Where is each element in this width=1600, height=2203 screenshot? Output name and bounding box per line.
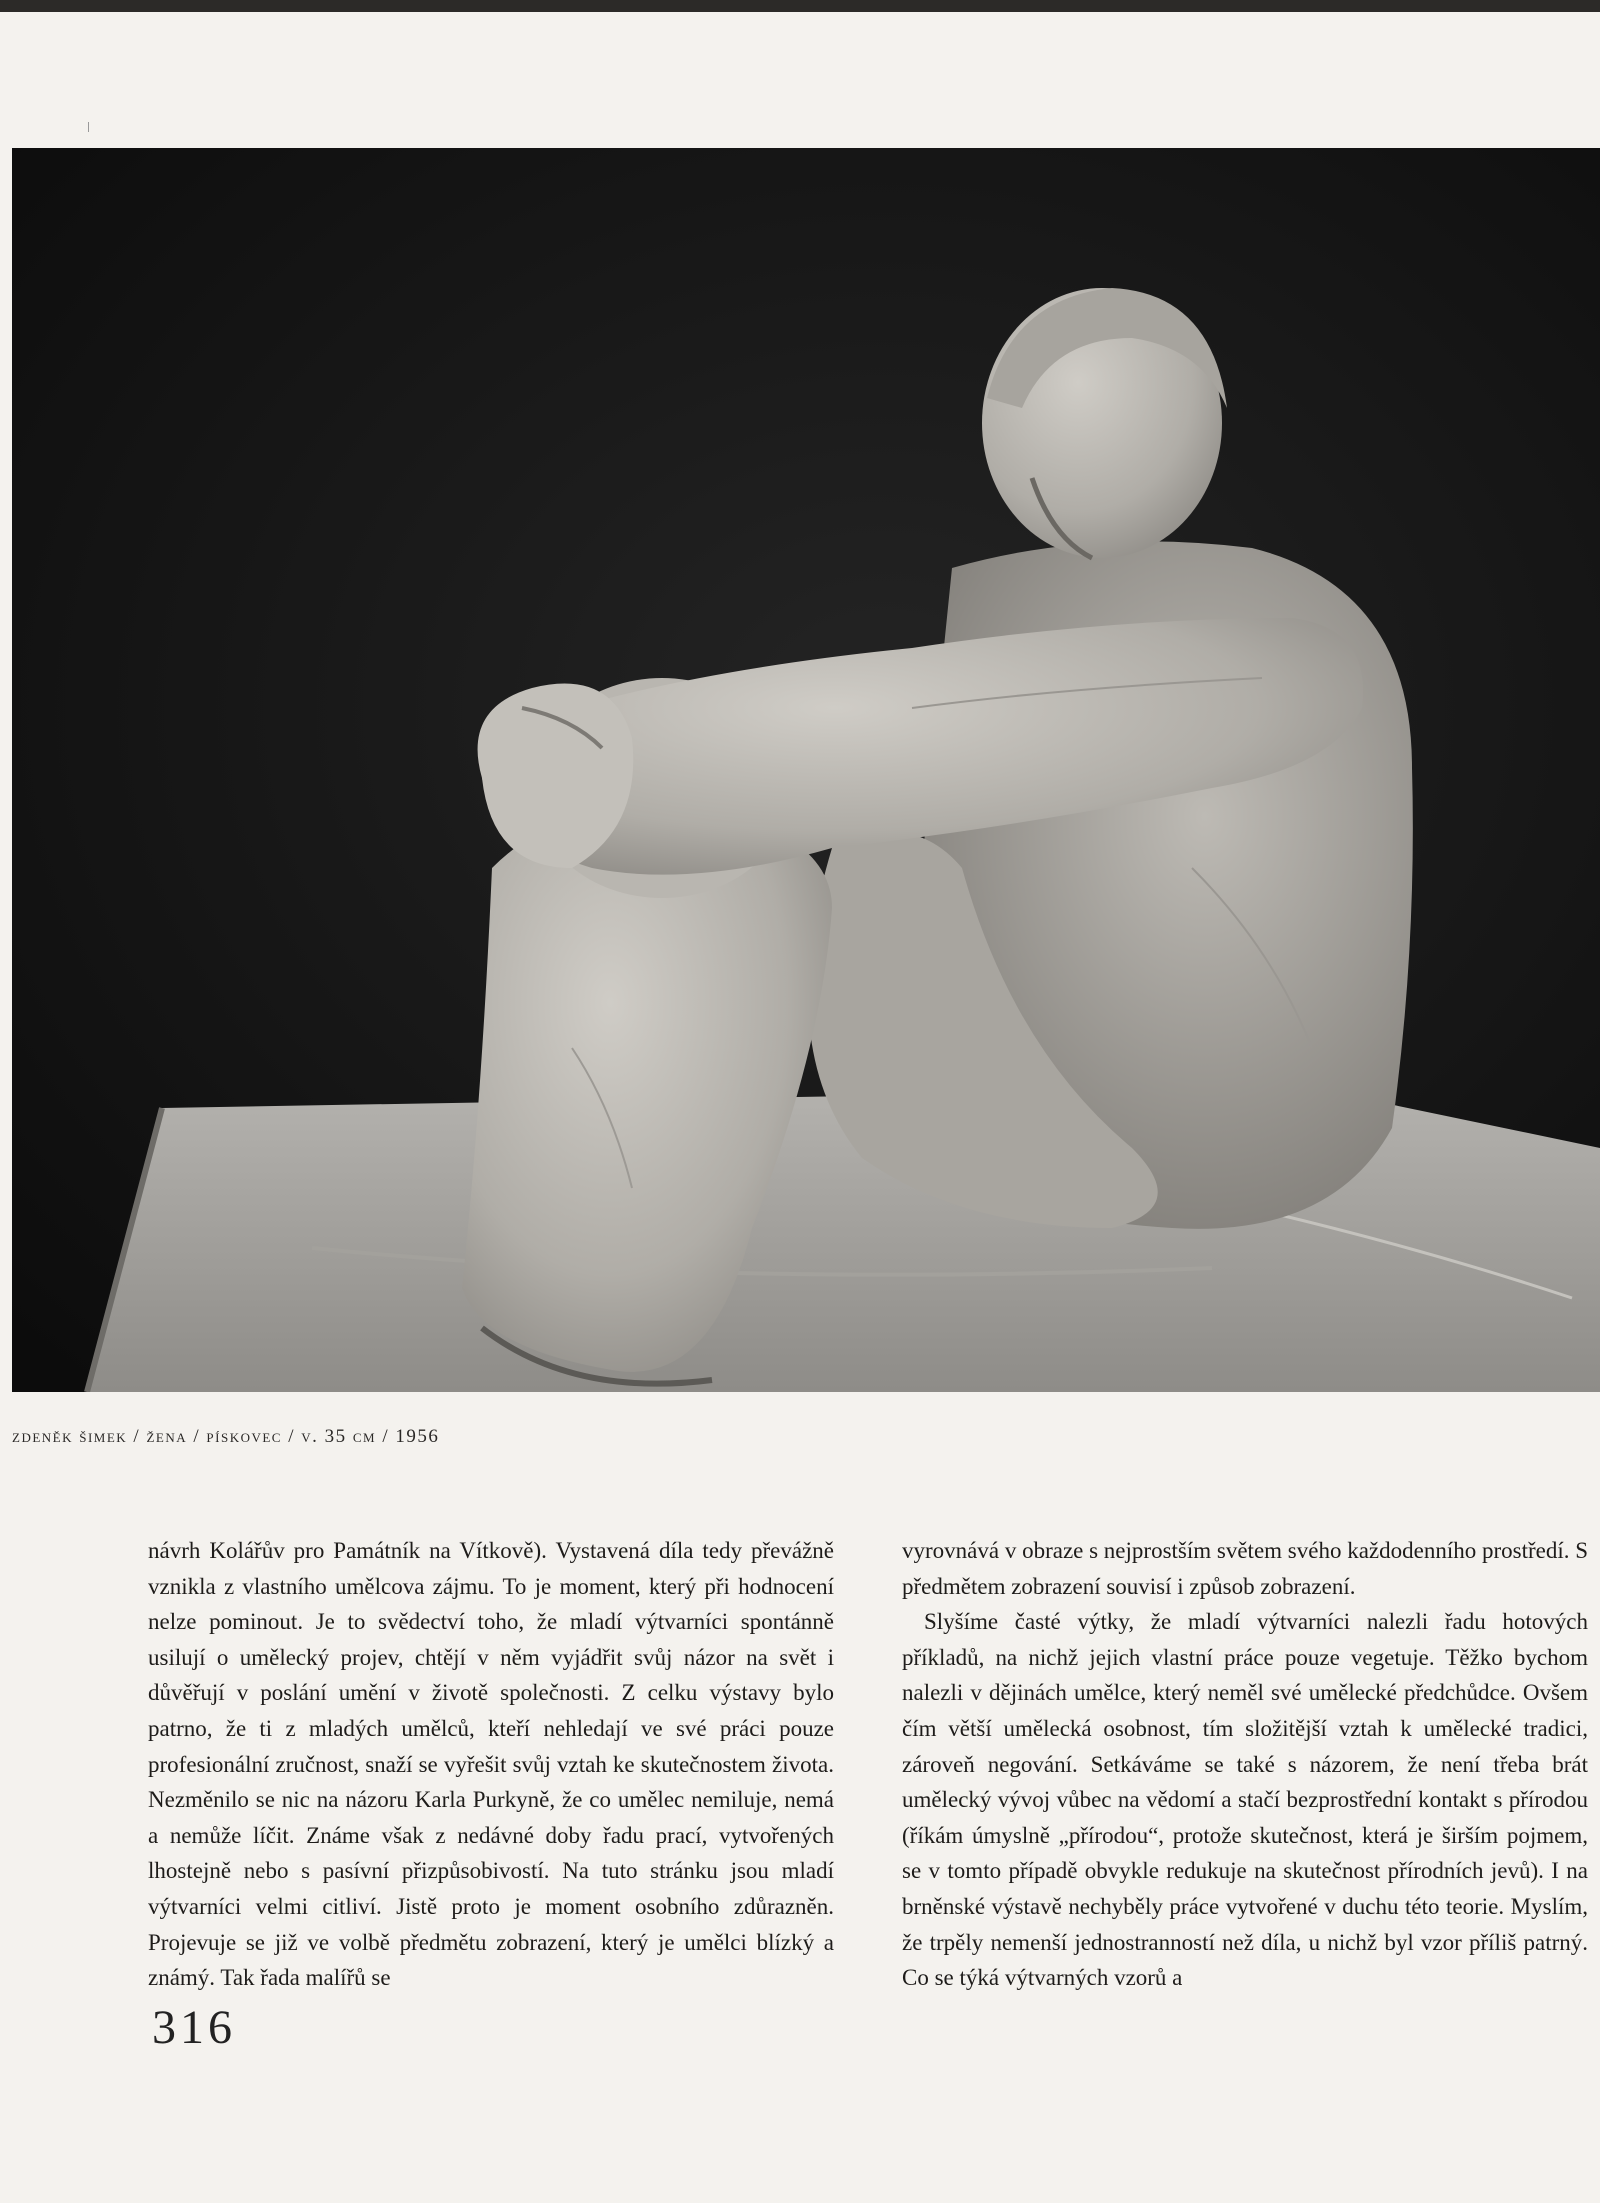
text-column-left bbox=[148, 1533, 834, 1996]
text-column-right bbox=[902, 1533, 1588, 1996]
registration-mark bbox=[88, 122, 89, 132]
top-edge-strip bbox=[0, 0, 1600, 12]
sculpture-photo bbox=[12, 148, 1600, 1392]
paragraph: návrh Kolářův pro Památník na Vítkově). Vystavená díla tedy převážně vznikla z vlastního umělcova zájmu. To je moment, který při hodnocení nelze pominout. Je to svědectví toho, že mladí výtvarníci spontánně usilují o umělecký projev, chtějí v něm vyjádřit svůj názor na svět i důvěřují v poslání umění v životě společnosti. Z celku výstavy bylo patrno, že ti z mladých umělců, kteří nehledají ve své práci pouze profesionální zručnost, snaží se vyřešit svůj vztah ke skutečnostem života. Nezměnilo se nic na názoru Karla Purkyně, že co umělec nemiluje, nemá a nemůže líčit. Známe však z nedávné doby řadu prací, vytvořených lhostejně nebo s pasívní přizpůsobivostí. Na tuto stránku jsou mladí výtvarníci velmi citliví. Jistě proto je moment osobního zdůrazněn. Projevuje se již ve volbě předmětu zobrazení, který je umělci blízký a známý. Tak řada malířů se bbox=[148, 1538, 834, 1991]
sculpture-photo-image bbox=[12, 148, 1600, 1392]
paragraph: Slyšíme časté výtky, že mladí výtvarníci nalezli řadu hotových příkladů, na nichž jejich vlastní práce pouze vegetuje. Těžko bychom nalezli v dějinách umělce, který neměl své umělecké předchůdce. Ovšem čím větší umělecká osobnost, tím složitější vztah k umělecké tradici, zároveň negování. Setkáváme se také s názorem, že není třeba brát umělecký vývoj vůbec na vědomí a stačí bezprostřední kontakt s přírodou (říkám úmyslně „přírodou“, protože skutečnost, která je širším pojmem, se v tomto případě obvykle redukuje na skutečnost přírodních jevů). I na brněnské výstavě nechyběly práce vytvořené v duchu této teorie. Myslím, že trpěly nemenší jednostranností než díla, u nichž byl vzor příliš patrný. Co se týká výtvarných vzorů a bbox=[902, 1609, 1588, 1991]
page-number: 316 bbox=[152, 2001, 236, 2054]
paragraph: vyrovnává v obraze s nejprostším světem svého každodenního prostředí. S předmětem zobrazení souvisí i způsob zobrazení. bbox=[902, 1538, 1589, 1599]
figure-caption: zdeněk šimek / žena / pískovec / v. 35 cm / 1956 bbox=[12, 1426, 440, 1447]
